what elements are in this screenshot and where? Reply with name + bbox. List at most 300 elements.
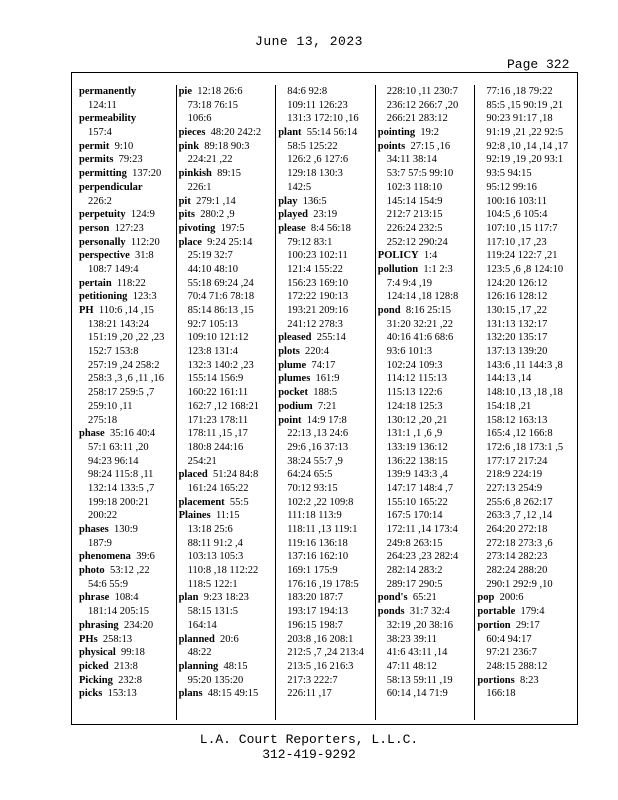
index-entry-line: [477, 441, 572, 455]
page-line-references: 9:23 18:23: [198, 592, 249, 604]
page-line-references: 156:23 169:10: [287, 277, 349, 289]
index-term: portable: [477, 606, 516, 618]
page-line-references: 108:4: [109, 592, 139, 604]
index-entry-line: [378, 496, 473, 510]
page-line-references: 110:6 ,14 ,15: [93, 305, 154, 316]
page-line-references: 155:10 165:22: [386, 496, 448, 508]
index-entry-line: [179, 126, 274, 140]
index-entry-line: [278, 222, 373, 236]
index-entry-line: [378, 167, 473, 181]
page-line-references: 48:15 49:15: [202, 688, 259, 700]
index-entry-line: [278, 167, 373, 181]
page-line-references: 132:14 133:5 ,7: [88, 482, 155, 494]
index-entry-line: [79, 236, 174, 250]
index-entry-line: [79, 660, 174, 674]
index-entry-line: [477, 400, 572, 414]
page-line-references: 273:14 282:23: [486, 551, 548, 563]
index-entry-line: [378, 222, 473, 236]
index-term: POLICY: [377, 250, 419, 262]
index-entry-line: [179, 386, 274, 400]
index-entry-line: [477, 318, 572, 332]
index-term: Plaines: [178, 510, 211, 522]
page-line-references: 197:5: [215, 222, 245, 234]
page-line-references: 181:14 205:15: [88, 606, 149, 618]
page-line-references: 196:15 198:7: [287, 619, 343, 631]
index-term: pointing: [377, 127, 416, 139]
index-entry-line: [179, 249, 274, 263]
page-line-references: 171:23 178:11: [187, 414, 249, 426]
footer: [0, 732, 618, 762]
index-entry-line: [477, 674, 572, 688]
page-line-references: 136:5: [297, 195, 327, 207]
page-line-references: 123:8 131:4: [187, 346, 239, 358]
page-line-references: 102:3 118:10: [386, 181, 443, 193]
index-entry-line: [79, 304, 174, 318]
page-line-references: 212:7 213:15: [386, 209, 443, 221]
page-line-references: 53:7 57:5 99:10: [386, 168, 454, 180]
index-term: play: [278, 195, 298, 207]
index-entry-line: [477, 619, 572, 633]
page-line-references: 151:19 ,20 ,22 ,23: [88, 332, 165, 344]
index-entry-line: [378, 386, 473, 400]
index-entry-line: [179, 674, 274, 688]
index-entry-line: [179, 687, 274, 701]
page-line-references: 152:7 153:8: [88, 346, 139, 358]
page-line-references: 123:5 ,6 ,8 124:10: [486, 263, 564, 275]
index-entry-line: [179, 236, 274, 250]
page-line-references: 160:22 161:11: [187, 387, 249, 399]
index-entry-line: [378, 523, 473, 537]
index-entry-line: [278, 537, 373, 551]
index-term: plan: [178, 592, 199, 604]
index-entry-line: [179, 318, 274, 332]
page-line-references: 137:16 162:10: [287, 551, 349, 563]
index-term: person: [79, 222, 110, 234]
page-line-references: 124:11: [88, 99, 117, 111]
page-line-references: 234:20: [118, 619, 154, 631]
index-entry-line: [179, 455, 274, 469]
index-entry-line: [79, 619, 174, 633]
page-line-references: 137:13 139:20: [486, 346, 548, 358]
index-entry-line: [179, 359, 274, 373]
index-entry-line: [378, 591, 473, 605]
index-entry-line: [79, 222, 174, 236]
page-line-references: 131:3 172:10 ,16: [287, 113, 359, 125]
page-line-references: 89:18 90:3: [199, 140, 250, 152]
page-line-references: 117:10 ,17 ,23: [486, 236, 547, 248]
page-line-references: 31:20 32:21 ,22: [386, 318, 453, 330]
index-entry-line: [179, 400, 274, 414]
index-entry-line: [378, 140, 473, 154]
page-line-references: 11:15: [210, 510, 240, 522]
index-column-4: [375, 85, 475, 720]
index-entry-line: [79, 646, 174, 660]
page-line-references: 41:6 43:11 ,14: [386, 647, 448, 659]
index-entry-line: [179, 660, 274, 674]
page-line-references: 103:13 105:3: [187, 551, 244, 563]
index-entry-line: [378, 263, 473, 277]
page-line-references: 241:12 278:3: [287, 318, 343, 330]
page-line-references: 84:6 92:8: [287, 86, 328, 97]
page-line-references: 158:12 163:13: [486, 414, 548, 426]
index-entry-line: [79, 441, 174, 455]
index-entry-line: [378, 153, 473, 167]
index-entry-line: [477, 236, 572, 250]
page-line-references: 272:18 273:3 ,6: [486, 537, 553, 549]
index-term: perpetuity: [79, 209, 126, 221]
index-entry-line: [79, 208, 174, 222]
page-line-references: 172:11 ,14 173:4: [386, 524, 458, 535]
index-entry-line: [79, 427, 174, 441]
page-line-references: 51:24 84:8: [207, 469, 259, 481]
page-line-references: 138:21 143:24: [88, 318, 149, 330]
index-entry-line: [79, 249, 174, 263]
page-line-references: 111:18 113:9: [287, 510, 342, 522]
index-entry-line: [278, 605, 373, 619]
index-entry-line: [278, 331, 373, 345]
page-line-references: 1:1 2:3: [418, 263, 453, 275]
index-entry-line: [477, 646, 572, 660]
index-term: point: [278, 414, 302, 426]
index-term: phrase: [79, 592, 110, 604]
index-entry-line: [179, 496, 274, 510]
index-entry-line: [278, 578, 373, 592]
index-entry-line: [477, 277, 572, 291]
index-term: pinkish: [178, 168, 212, 180]
page-line-references: 58:5 125:22: [287, 140, 338, 152]
page-line-references: 136:22 138:15: [386, 455, 448, 467]
index-entry-line: [278, 482, 373, 496]
page-line-references: 38:24 55:7 ,9: [287, 455, 343, 467]
page-line-references: 58:13 59:11 ,19: [386, 674, 453, 686]
index-entry-line: [378, 646, 473, 660]
page-line-references: 130:12 ,20 ,21: [386, 414, 448, 426]
index-entry-line: [477, 660, 572, 674]
page-line-references: 23:19: [307, 209, 338, 221]
index-term: podium: [278, 400, 313, 412]
index-term: personally: [79, 236, 126, 248]
index-entry-line: [179, 85, 274, 99]
page-line-references: 94:23 96:14: [88, 455, 139, 467]
page-line-references: 228:10 ,11 230:7: [386, 86, 458, 97]
index-entry-line: [378, 687, 473, 701]
index-entry-line: [378, 318, 473, 332]
index-entry-line: [278, 236, 373, 250]
page-line-references: 180:8 244:16: [187, 441, 244, 453]
index-term: pleased: [278, 332, 312, 344]
index-entry-line: [179, 468, 274, 482]
index-entry-line: [278, 359, 373, 373]
page-line-references: 137:20: [126, 168, 162, 180]
index-term: pop: [477, 592, 495, 604]
page-line-references: 232:8: [112, 674, 143, 686]
index-entry-line: [79, 591, 174, 605]
index-term: perspective: [79, 250, 130, 262]
page-line-references: 282:14 283:2: [386, 565, 443, 577]
index-entry-line: [278, 372, 373, 386]
page-line-references: 155:14 156:9: [187, 373, 244, 385]
index-entry-line: [278, 687, 373, 701]
page-line-references: 73:18 76:15: [187, 99, 239, 111]
index-term: place: [178, 236, 202, 248]
page-line-references: 127:23: [109, 222, 144, 234]
page-line-references: 203:8 ,16 208:1: [287, 633, 354, 645]
page-line-references: 165:4 ,12 166:8: [486, 428, 553, 440]
index-entry-line: [79, 372, 174, 386]
index-entry-line: [278, 345, 373, 359]
index-term: petitioning: [79, 291, 128, 303]
page-line-references: 8:23: [514, 674, 539, 686]
page-line-references: 145:14 154:9: [386, 195, 443, 207]
index-term: picked: [79, 660, 109, 672]
index-entry-line: [79, 578, 174, 592]
page-line-references: 48:22: [187, 647, 212, 659]
index-entry-line: [477, 181, 572, 195]
page-line-references: 200:22: [88, 510, 118, 522]
index-term: pink: [178, 140, 200, 152]
index-entry-line: [179, 605, 274, 619]
page-line-references: 161:9: [310, 373, 340, 385]
index-entry-line: [79, 277, 174, 291]
index-entry-line: [179, 140, 274, 154]
index-term: phase: [79, 428, 105, 440]
page-line-references: 79:23: [113, 154, 143, 166]
page-line-references: 99:18: [115, 647, 145, 659]
index-term: picks: [79, 688, 103, 700]
page-line-references: 55:5: [224, 496, 249, 508]
index-entry-line: [179, 372, 274, 386]
page-line-references: 85:14 86:13 ,15: [187, 305, 254, 316]
index-entry-line: [179, 441, 274, 455]
index-term: pollution: [377, 263, 419, 275]
index-entry-line: [378, 400, 473, 414]
page-line-references: 57:1 63:11 ,20: [88, 441, 149, 453]
index-term: played: [278, 209, 308, 221]
index-entry-line: [477, 345, 572, 359]
index-entry-line: [477, 140, 572, 154]
index-entry-line: [278, 455, 373, 469]
index-entry-line: [79, 85, 174, 99]
page-line-references: 55:18 69:24 ,24: [187, 277, 254, 289]
index-entry-line: [477, 591, 572, 605]
page-line-references: 264:20 272:18: [486, 524, 548, 535]
index-term: phenomena: [79, 551, 131, 563]
page-line-references: 20:6: [214, 633, 239, 645]
index-entry-line: [378, 236, 473, 250]
index-entry-line: [179, 482, 274, 496]
index-entry-line: [477, 167, 572, 181]
index-entry-line: [179, 99, 274, 113]
index-term: portions: [477, 674, 515, 686]
index-entry-line: [79, 318, 174, 332]
page-line-references: 266:21 283:12: [386, 113, 448, 125]
page-line-references: 236:12 266:7 ,20: [386, 99, 459, 111]
page-line-references: 106:6: [187, 113, 212, 125]
index-term: pond: [377, 305, 401, 316]
page-line-references: 109:10 121:12: [187, 332, 249, 344]
page-line-references: 95:20 135:20: [187, 674, 244, 686]
index-term: pits: [178, 209, 195, 221]
page-line-references: 153:13: [102, 688, 137, 700]
index-term: please: [278, 222, 306, 234]
index-entry-line: [378, 126, 473, 140]
index-entry-line: [278, 249, 373, 263]
index-entry-line: [79, 482, 174, 496]
index-entry-line: [179, 331, 274, 345]
page-line-references: 58:15 131:5: [187, 606, 239, 618]
reporter-company: L.A. Court Reporters, L.L.C.: [199, 732, 419, 747]
index-entry-line: [179, 195, 274, 209]
index-entry-line: [278, 208, 373, 222]
index-entry-line: [278, 153, 373, 167]
page-line-references: 227:13 254:9: [486, 482, 543, 494]
index-entry-line: [179, 112, 274, 126]
page-line-references: 7:21: [312, 400, 337, 412]
page-line-references: 179:4: [515, 606, 545, 618]
index-term: plant: [278, 127, 302, 139]
page-line-references: 13:18 25:6: [187, 524, 233, 535]
index-entry-line: [477, 290, 572, 304]
index-term: pieces: [178, 127, 206, 139]
index-entry-line: [278, 263, 373, 277]
page-line-references: 107:10 ,15 117:7: [486, 222, 558, 234]
page-line-references: 218:9 224:19: [486, 469, 543, 481]
page-line-references: 53:12 ,22: [104, 565, 150, 577]
page-line-references: 144:13 ,14: [486, 373, 532, 385]
index-term: planned: [178, 633, 215, 645]
page-line-references: 124:9: [125, 209, 155, 221]
page-line-references: 8:16 25:15: [400, 305, 452, 316]
page-line-references: 31:7 32:4: [404, 606, 450, 618]
page-line-references: 93:5 94:15: [486, 168, 532, 180]
index-entry-line: [378, 290, 473, 304]
page-line-references: 32:19 ,20 38:16: [386, 619, 453, 631]
page-number: Page 322: [507, 57, 570, 72]
index-entry-line: [378, 208, 473, 222]
index-entry-line: [278, 181, 373, 195]
index-entry-line: [179, 537, 274, 551]
page-line-references: 91:19 ,21 ,22 92:5: [486, 127, 564, 139]
page-line-references: 126:2 ,6 127:6: [287, 154, 349, 166]
page-line-references: 89:15: [211, 168, 242, 180]
index-entry-line: [378, 441, 473, 455]
page-line-references: 92:19 ,19 ,20 93:1: [486, 154, 564, 166]
index-entry-line: [477, 263, 572, 277]
page-line-references: 258:3 ,3 ,6 ,11 ,16: [88, 373, 165, 385]
page-line-references: 199:18 200:21: [88, 496, 149, 508]
page-line-references: 177:17 217:24: [486, 455, 548, 467]
page-line-references: 132:3 140:2 ,23: [187, 359, 254, 371]
page-line-references: 164:14: [187, 619, 217, 631]
page-line-references: 118:5 122:1: [187, 578, 238, 590]
page-line-references: 143:6 ,11 144:3 ,8: [486, 359, 563, 371]
index-entry-line: [378, 359, 473, 373]
page-line-references: 74:17: [306, 359, 336, 371]
index-term: points: [377, 140, 406, 152]
page-line-references: 35:16 40:4: [104, 428, 156, 440]
index-column-5: [474, 85, 574, 720]
index-entry-line: [477, 372, 572, 386]
index-entry-line: [79, 112, 174, 126]
index-term: plots: [278, 346, 300, 358]
index-entry-line: [179, 633, 274, 647]
page-line-references: 275:18: [88, 414, 118, 426]
page-line-references: 290:1 292:9 ,10: [486, 578, 553, 590]
page-line-references: 102:2 ,22 109:8: [287, 496, 354, 508]
index-entry-line: [378, 564, 473, 578]
index-entry-line: [79, 99, 174, 113]
index-entry-line: [477, 509, 572, 523]
index-entry-line: [378, 414, 473, 428]
index-entry-line: [378, 674, 473, 688]
page-line-references: 226:24 232:5: [386, 222, 443, 234]
page-line-references: 187:9: [88, 537, 112, 549]
index-entry-line: [378, 619, 473, 633]
index-term: plumes: [278, 373, 311, 385]
index-entry-line: [79, 195, 174, 209]
page-line-references: 166:18: [486, 688, 516, 700]
page-line-references: 254:21: [187, 455, 217, 467]
page-line-references: 64:24 65:5: [287, 469, 333, 481]
index-entry-line: [278, 509, 373, 523]
page-line-references: 54:6 55:9: [88, 578, 128, 590]
page-line-references: 126:16 128:12: [486, 291, 548, 303]
index-entry-line: [278, 564, 373, 578]
index-entry-line: [477, 85, 572, 99]
index-entry-line: [378, 345, 473, 359]
page-line-references: 148:10 ,13 ,18 ,18: [486, 387, 563, 399]
index-entry-line: [378, 509, 473, 523]
index-term: permit: [79, 140, 110, 152]
index-entry-line: [477, 523, 572, 537]
page-line-references: 169:1 175:9: [287, 565, 338, 577]
page-line-references: 280:2 ,9: [194, 209, 235, 221]
index-entry-line: [477, 153, 572, 167]
page-line-references: 183:20 187:7: [287, 592, 343, 604]
index-entry-line: [79, 263, 174, 277]
index-entry-line: [79, 633, 174, 647]
page-line-references: 139:9 143:3 ,4: [386, 469, 448, 481]
index-entry-line: [278, 195, 373, 209]
page-line-references: 27:15 ,16: [405, 140, 451, 152]
page-line-references: 70:4 71:6 78:18: [187, 291, 255, 303]
index-entry-line: [179, 181, 274, 195]
index-term: portion: [477, 619, 511, 631]
page-line-references: 131:1 ,1 ,6 ,9: [386, 428, 443, 440]
index-term: photo: [79, 565, 105, 577]
index-entry-line: [278, 400, 373, 414]
index-column-1: [77, 85, 176, 720]
index-entry-line: [79, 509, 174, 523]
index-entry-line: [79, 523, 174, 537]
page-line-references: 132:20 135:17: [486, 332, 548, 344]
index-entry-line: [477, 482, 572, 496]
index-entry-line: [477, 496, 572, 510]
index-term: permitting: [79, 168, 127, 180]
index-entry-line: [477, 195, 572, 209]
index-entry-line: [179, 277, 274, 291]
page-line-references: 29:17: [510, 619, 540, 631]
index-entry-line: [378, 195, 473, 209]
index-entry-line: [378, 249, 473, 263]
page-line-references: 123:3: [127, 291, 157, 303]
page-line-references: 97:21 236:7: [486, 647, 537, 659]
page-line-references: 70:12 93:15: [287, 482, 338, 494]
index-entry-line: [79, 331, 174, 345]
page-line-references: 44:10 48:10: [187, 263, 239, 275]
page-line-references: 217:3 222:7: [287, 674, 338, 686]
page-line-references: 226:11 ,17: [287, 688, 332, 700]
